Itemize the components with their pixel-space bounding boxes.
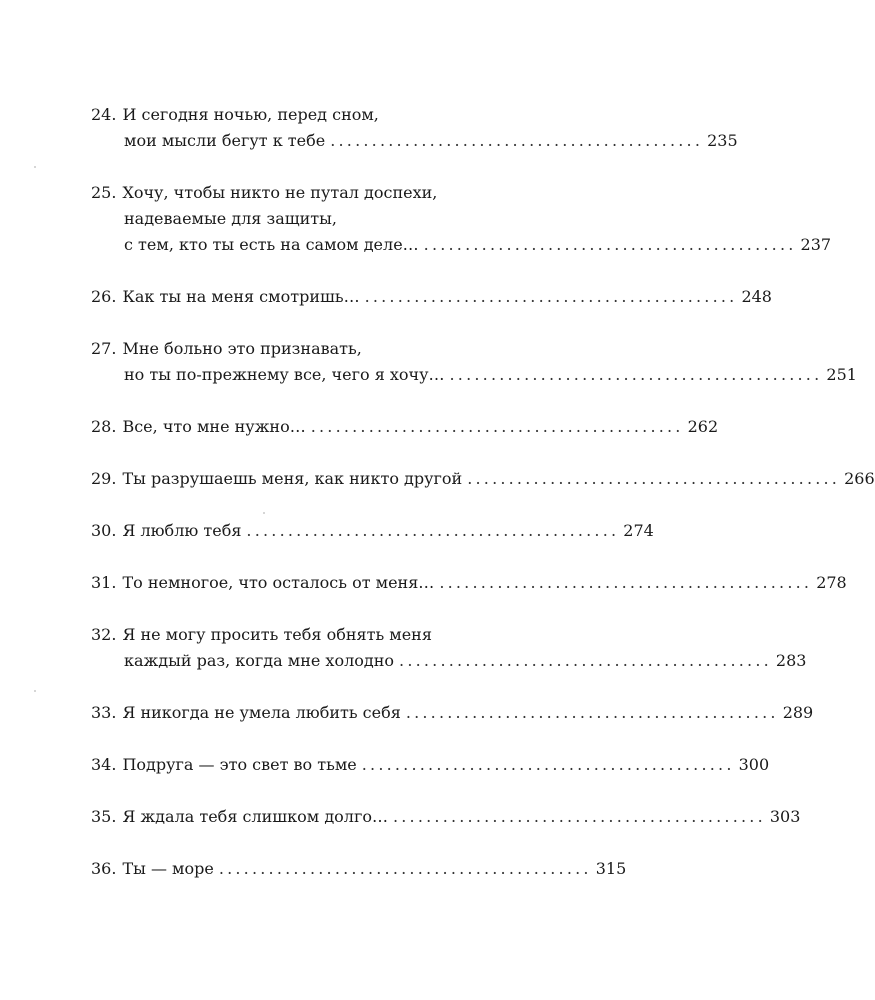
toc-entry-line xyxy=(91,180,511,206)
toc-entry[interactable] xyxy=(91,570,847,596)
chapter-number: 29. xyxy=(91,469,117,488)
toc-entry-line xyxy=(91,206,511,232)
chapter-title: Я люблю тебя xyxy=(122,521,242,540)
page-number: 289 xyxy=(782,703,814,722)
toc-entry-line xyxy=(91,752,770,778)
dot-leader: ............................................. xyxy=(405,703,779,722)
chapter-number: 31. xyxy=(91,573,117,592)
chapter-title: То немногое, что осталось от меня… xyxy=(122,573,435,592)
toc-entry-line xyxy=(91,570,847,596)
toc-entry[interactable] xyxy=(91,700,814,726)
dot-leader: ............................................. xyxy=(449,365,823,384)
chapter-title: с тем, кто ты есть на самом деле… xyxy=(124,235,419,254)
dot-leader: ............................................. xyxy=(218,859,592,878)
chapter-title: Я ждала тебя слишком долго… xyxy=(122,807,388,826)
toc-entry-line xyxy=(91,518,654,544)
dot-leader: ............................................. xyxy=(364,287,738,306)
dot-leader: ............................................. xyxy=(246,521,620,540)
chapter-number: 36. xyxy=(91,859,117,878)
toc-entry-line xyxy=(91,700,814,726)
page-number: 248 xyxy=(741,287,772,306)
chapter-number: 27. xyxy=(91,339,117,358)
paper-speck xyxy=(263,512,265,514)
toc-entry[interactable] xyxy=(91,518,654,544)
chapter-title: каждый раз, когда мне холодно xyxy=(124,651,395,670)
chapter-title: И сегодня ночью, перед сном, xyxy=(122,105,379,124)
chapter-title: Я не могу просить тебя обнять меня xyxy=(122,625,432,644)
dot-leader: ............................................. xyxy=(330,131,704,150)
chapter-title: Подруга — это свет во тьме xyxy=(122,755,357,774)
toc-entry-line xyxy=(91,128,738,154)
chapter-title: Ты разрушаешь меня, как никто другой xyxy=(122,469,463,488)
dot-leader: ............................................. xyxy=(399,651,772,670)
page-number: 251 xyxy=(826,365,857,384)
toc-entry[interactable] xyxy=(91,102,738,154)
toc-entry[interactable] xyxy=(91,804,801,830)
page-number: 278 xyxy=(816,573,847,592)
dot-leader: ............................................. xyxy=(467,469,841,488)
toc-entry-line xyxy=(91,856,627,882)
chapter-title: Ты — море xyxy=(122,859,214,878)
chapter-number: 35. xyxy=(91,807,117,826)
toc-entry[interactable] xyxy=(91,284,772,310)
dot-leader: ............................................. xyxy=(423,235,797,254)
paper-speck xyxy=(34,166,36,168)
chapter-number: 25. xyxy=(91,183,117,202)
toc-entry[interactable] xyxy=(91,856,627,882)
toc-entry-line xyxy=(91,336,511,362)
toc-entry-line xyxy=(91,232,832,258)
toc-entry[interactable] xyxy=(91,622,807,674)
toc-entry-line xyxy=(91,284,772,310)
chapter-title: Как ты на меня смотришь… xyxy=(122,287,360,306)
toc-entry-line xyxy=(91,102,511,128)
toc-entry[interactable] xyxy=(91,336,857,388)
page-number: 237 xyxy=(800,235,832,254)
toc-entry-line xyxy=(91,362,857,388)
chapter-title: Мне больно это признавать, xyxy=(122,339,362,358)
chapter-title: Хочу, чтобы никто не путал доспехи, xyxy=(122,183,438,202)
toc-entry-line xyxy=(91,414,719,440)
page-number: 274 xyxy=(623,521,654,540)
chapter-number: 32. xyxy=(91,625,117,644)
chapter-number: 33. xyxy=(91,703,117,722)
toc-entry[interactable] xyxy=(91,466,875,492)
toc-entry-line xyxy=(91,804,801,830)
toc-entry-line xyxy=(91,466,875,492)
chapter-number: 24. xyxy=(91,105,117,124)
dot-leader: ............................................. xyxy=(392,807,766,826)
dot-leader: ............................................. xyxy=(439,573,813,592)
chapter-title: но ты по-прежнему все, чего я хочу… xyxy=(124,365,445,384)
page-number: 262 xyxy=(687,417,719,436)
toc-entry[interactable] xyxy=(91,180,832,258)
toc-entry[interactable] xyxy=(91,752,770,778)
dot-leader: ............................................. xyxy=(361,755,735,774)
paper-speck xyxy=(34,690,36,692)
page-number: 283 xyxy=(775,651,807,670)
page-number: 266 xyxy=(844,469,875,488)
page-number: 315 xyxy=(595,859,627,878)
chapter-number: 34. xyxy=(91,755,117,774)
chapter-number: 28. xyxy=(91,417,117,436)
page-number: 303 xyxy=(769,807,801,826)
chapter-title: Все, что мне нужно… xyxy=(122,417,306,436)
toc-entry[interactable] xyxy=(91,414,719,440)
chapter-title: Я никогда не умела любить себя xyxy=(122,703,401,722)
toc-entry-line xyxy=(91,648,807,674)
chapter-number: 26. xyxy=(91,287,117,306)
chapter-title: мои мысли бегут к тебе xyxy=(124,131,326,150)
dot-leader: ............................................. xyxy=(310,417,684,436)
page-number: 235 xyxy=(707,131,738,150)
page-number: 300 xyxy=(738,755,770,774)
chapter-number: 30. xyxy=(91,521,117,540)
chapter-title: надеваемые для защиты, xyxy=(124,209,337,228)
toc-entry-line xyxy=(91,622,511,648)
